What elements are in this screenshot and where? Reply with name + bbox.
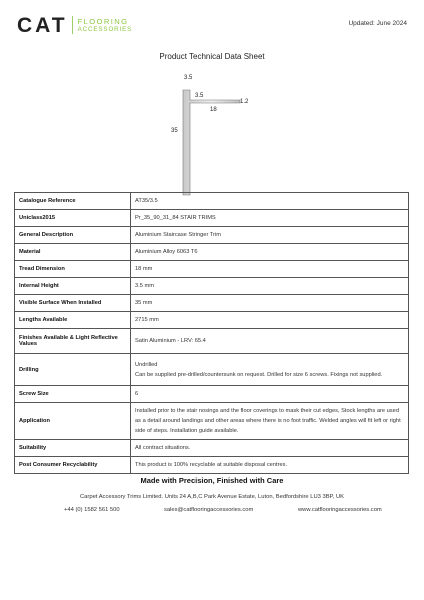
table-row (15, 244, 409, 261)
profile-drawing (150, 68, 270, 198)
dim-lip: 1.2 (240, 99, 249, 105)
spec-value-multi (131, 354, 409, 386)
table-row (15, 457, 409, 474)
table-row (15, 193, 409, 210)
spec-label: Tread Dimension (15, 261, 131, 278)
spec-value: Pr_35_90_31_84 STAIR TRIMS (131, 210, 409, 227)
spec-label: Material (15, 244, 131, 261)
spec-label: Uniclass2015 (15, 210, 131, 227)
table-row (15, 354, 409, 386)
drilling-note: Can be supplied pre-drilled/countersunk on request. Drilled for size 6 screws. Fixings not supplied. (135, 371, 383, 378)
brand-subtitle (78, 18, 133, 33)
spec-label: Catalogue Reference (15, 193, 131, 210)
page-title: Product Technical Data Sheet (159, 52, 265, 61)
table-row (15, 261, 409, 278)
spec-label: Internal Height (15, 278, 131, 295)
spec-value: Satin Aluminium - LRV: 65.4 (131, 329, 409, 354)
spec-table (14, 192, 409, 474)
table-row (15, 386, 409, 403)
footer-phone: +44 (0) 1582 561 500 (64, 507, 120, 513)
spec-label: Drilling (15, 354, 131, 386)
brand-logo (17, 14, 132, 36)
spec-label: Lengths Available (15, 312, 131, 329)
drilling-status: Undrilled (135, 361, 158, 368)
spec-value: 18 mm (131, 261, 409, 278)
table-row (15, 210, 409, 227)
table-row (15, 312, 409, 329)
updated-date: Updated: June 2024 (348, 20, 407, 27)
spec-label: General Description (15, 227, 131, 244)
brand-name: CAT (17, 13, 68, 37)
dim-inner: 3.5 (195, 93, 204, 99)
spec-label: Suitability (15, 440, 131, 457)
spec-value: Aluminium Alloy 6063 T6 (131, 244, 409, 261)
footer-tagline: Made with Precision, Finished with Care (140, 476, 284, 485)
spec-label: Screw Size (15, 386, 131, 403)
spec-value: Installed prior to the stair nosings and the floor coverings to mask their cut edges, Stock lengths are used as a detail around landings and other areas where there is no foot traffic. Welded angles will fit left or right side of steps. Installation guide available. (131, 403, 409, 440)
profile-shape (183, 90, 240, 195)
brand-sub-line-1: FLOORING (77, 16, 129, 26)
spec-value: This product is 100% recyclable at suitable disposal centres. (131, 457, 409, 474)
footer-website-link[interactable]: www.catflooringaccessories.com (298, 507, 382, 513)
profile-diagram (150, 68, 270, 198)
spec-value: AT35/3.5 (131, 193, 409, 210)
dim-top: 3.5 (184, 75, 193, 81)
dim-height: 35 (171, 128, 178, 134)
spec-value: 2715 mm (131, 312, 409, 329)
table-row (15, 278, 409, 295)
dim-tread: 18 (210, 107, 217, 113)
spec-label: Post Consumer Recyclability (15, 457, 131, 474)
spec-value: 6 (131, 386, 409, 403)
table-row (15, 329, 409, 354)
spec-label: Application (15, 403, 131, 440)
table-row (15, 295, 409, 312)
spec-value: All contract situations. (131, 440, 409, 457)
spec-value: 35 mm (131, 295, 409, 312)
brand-sub-line-2: ACCESSORIES (77, 25, 133, 33)
spec-value: Aluminium Staircase Stringer Trim (131, 227, 409, 244)
logo-divider (72, 16, 73, 34)
table-row (15, 227, 409, 244)
spec-label: Visible Surface When Installed (15, 295, 131, 312)
table-row (15, 440, 409, 457)
spec-value: 3.5 mm (131, 278, 409, 295)
spec-label: Finishes Available & Light Reflective Values (15, 329, 131, 354)
footer-email-link[interactable]: sales@catflooringaccessories.com (164, 507, 254, 513)
table-row (15, 403, 409, 440)
footer-address: Carpet Accessory Trims Limited. Units 24 A,B,C Park Avenue Estate, Luton, Bedfordshire LU3 3BP, UK (80, 494, 344, 500)
